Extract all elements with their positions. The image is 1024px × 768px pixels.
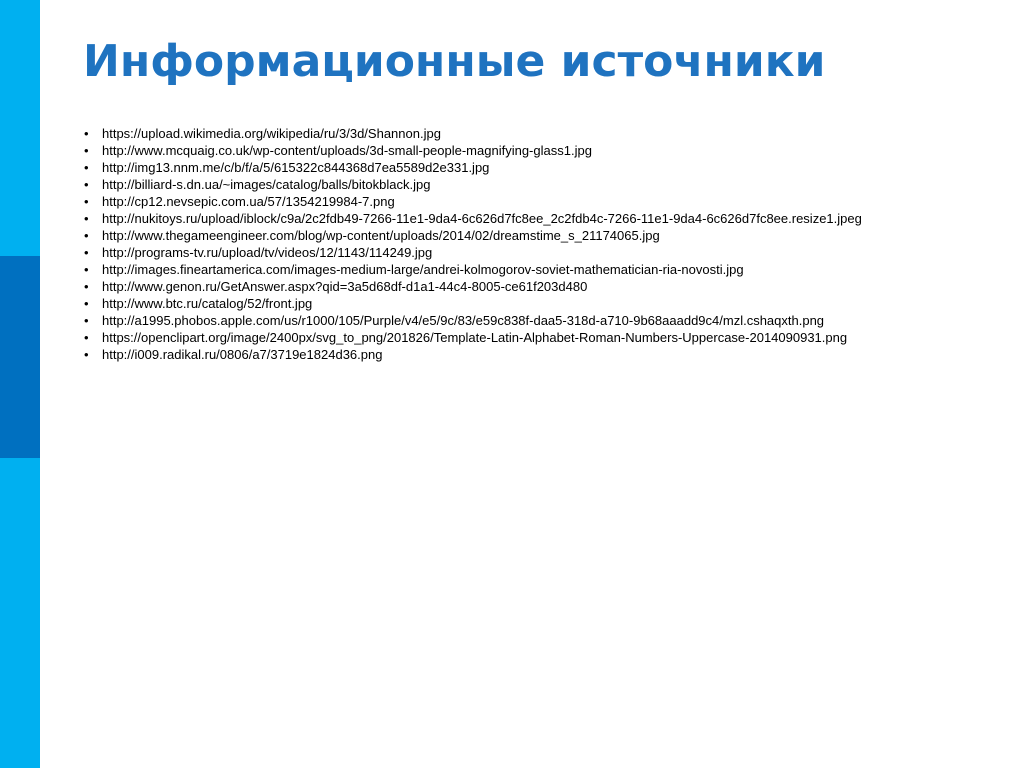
- source-url: http://www.mcquaig.co.uk/wp-content/uploads/3d-small-people-magnifying-glass1.jpg: [102, 143, 592, 158]
- bullet-icon: •: [84, 347, 89, 362]
- bullet-icon: •: [84, 228, 89, 243]
- source-item: [82, 329, 862, 346]
- source-url: http://a1995.phobos.apple.com/us/r1000/105/Purple/v4/e5/9c/83/e59c838f-daa5-318d-a710-9b68aaadd9c4/mzl.cshaqxth.png: [102, 313, 825, 328]
- bullet-icon: •: [84, 160, 89, 175]
- bullet-icon: •: [84, 143, 89, 158]
- source-url: http://www.btc.ru/catalog/52/front.jpg: [102, 296, 313, 311]
- source-url: https://openclipart.org/image/2400px/svg_to_png/201826/Template-Latin-Alphabet-Roman-Numbers-Uppercase-2014090931.png: [102, 330, 848, 345]
- source-item: [82, 346, 862, 363]
- source-url: http://i009.radikal.ru/0806/a7/3719e1824d36.png: [102, 347, 383, 362]
- bullet-icon: •: [84, 313, 89, 328]
- bullet-icon: •: [84, 296, 89, 311]
- source-list: [82, 125, 862, 363]
- source-item: [82, 261, 862, 278]
- bullet-icon: •: [84, 279, 89, 294]
- bullet-icon: •: [84, 194, 89, 209]
- bullet-icon: •: [84, 330, 89, 345]
- source-item: [82, 159, 862, 176]
- source-item: [82, 312, 862, 329]
- bullet-icon: •: [84, 211, 89, 226]
- source-url: http://images.fineartamerica.com/images-medium-large/andrei-kolmogorov-soviet-mathematician-ria-novosti.jpg: [102, 262, 744, 277]
- bullet-icon: •: [84, 262, 89, 277]
- source-item: [82, 278, 862, 295]
- source-url: http://programs-tv.ru/upload/tv/videos/12/1143/114249.jpg: [102, 245, 433, 260]
- slide-title: Информационные источники: [83, 36, 826, 87]
- bullet-icon: •: [84, 177, 89, 192]
- source-item: [82, 176, 862, 193]
- source-item: [82, 125, 862, 142]
- source-item: [82, 244, 862, 261]
- bullet-icon: •: [84, 245, 89, 260]
- bullet-icon: •: [84, 126, 89, 141]
- source-url: http://billiard-s.dn.ua/~images/catalog/balls/bitokblack.jpg: [102, 177, 431, 192]
- source-url: http://cp12.nevsepic.com.ua/57/1354219984-7.png: [102, 194, 395, 209]
- source-url: http://www.thegameengineer.com/blog/wp-content/uploads/2014/02/dreamstime_s_21174065.jpg: [102, 228, 660, 243]
- source-url: http://img13.nnm.me/c/b/f/a/5/615322c844368d7ea5589d2e331.jpg: [102, 160, 490, 175]
- source-item: [82, 193, 862, 210]
- source-item: [82, 295, 862, 312]
- source-item: [82, 210, 862, 227]
- source-url: https://upload.wikimedia.org/wikipedia/ru/3/3d/Shannon.jpg: [102, 126, 441, 141]
- source-url: http://www.genon.ru/GetAnswer.aspx?qid=3a5d68df-d1a1-44c4-8005-ce61f203d480: [102, 279, 588, 294]
- source-item: [82, 227, 862, 244]
- source-url: http://nukitoys.ru/upload/iblock/c9a/2c2fdb49-7266-11e1-9da4-6c626d7fc8ee_2c2fdb4c-7266-11e1-9da4-6c626d7fc8ee.resize1.jpeg: [102, 211, 862, 226]
- source-item: [82, 142, 862, 159]
- side-accent-bar-dark-segment: [0, 256, 40, 458]
